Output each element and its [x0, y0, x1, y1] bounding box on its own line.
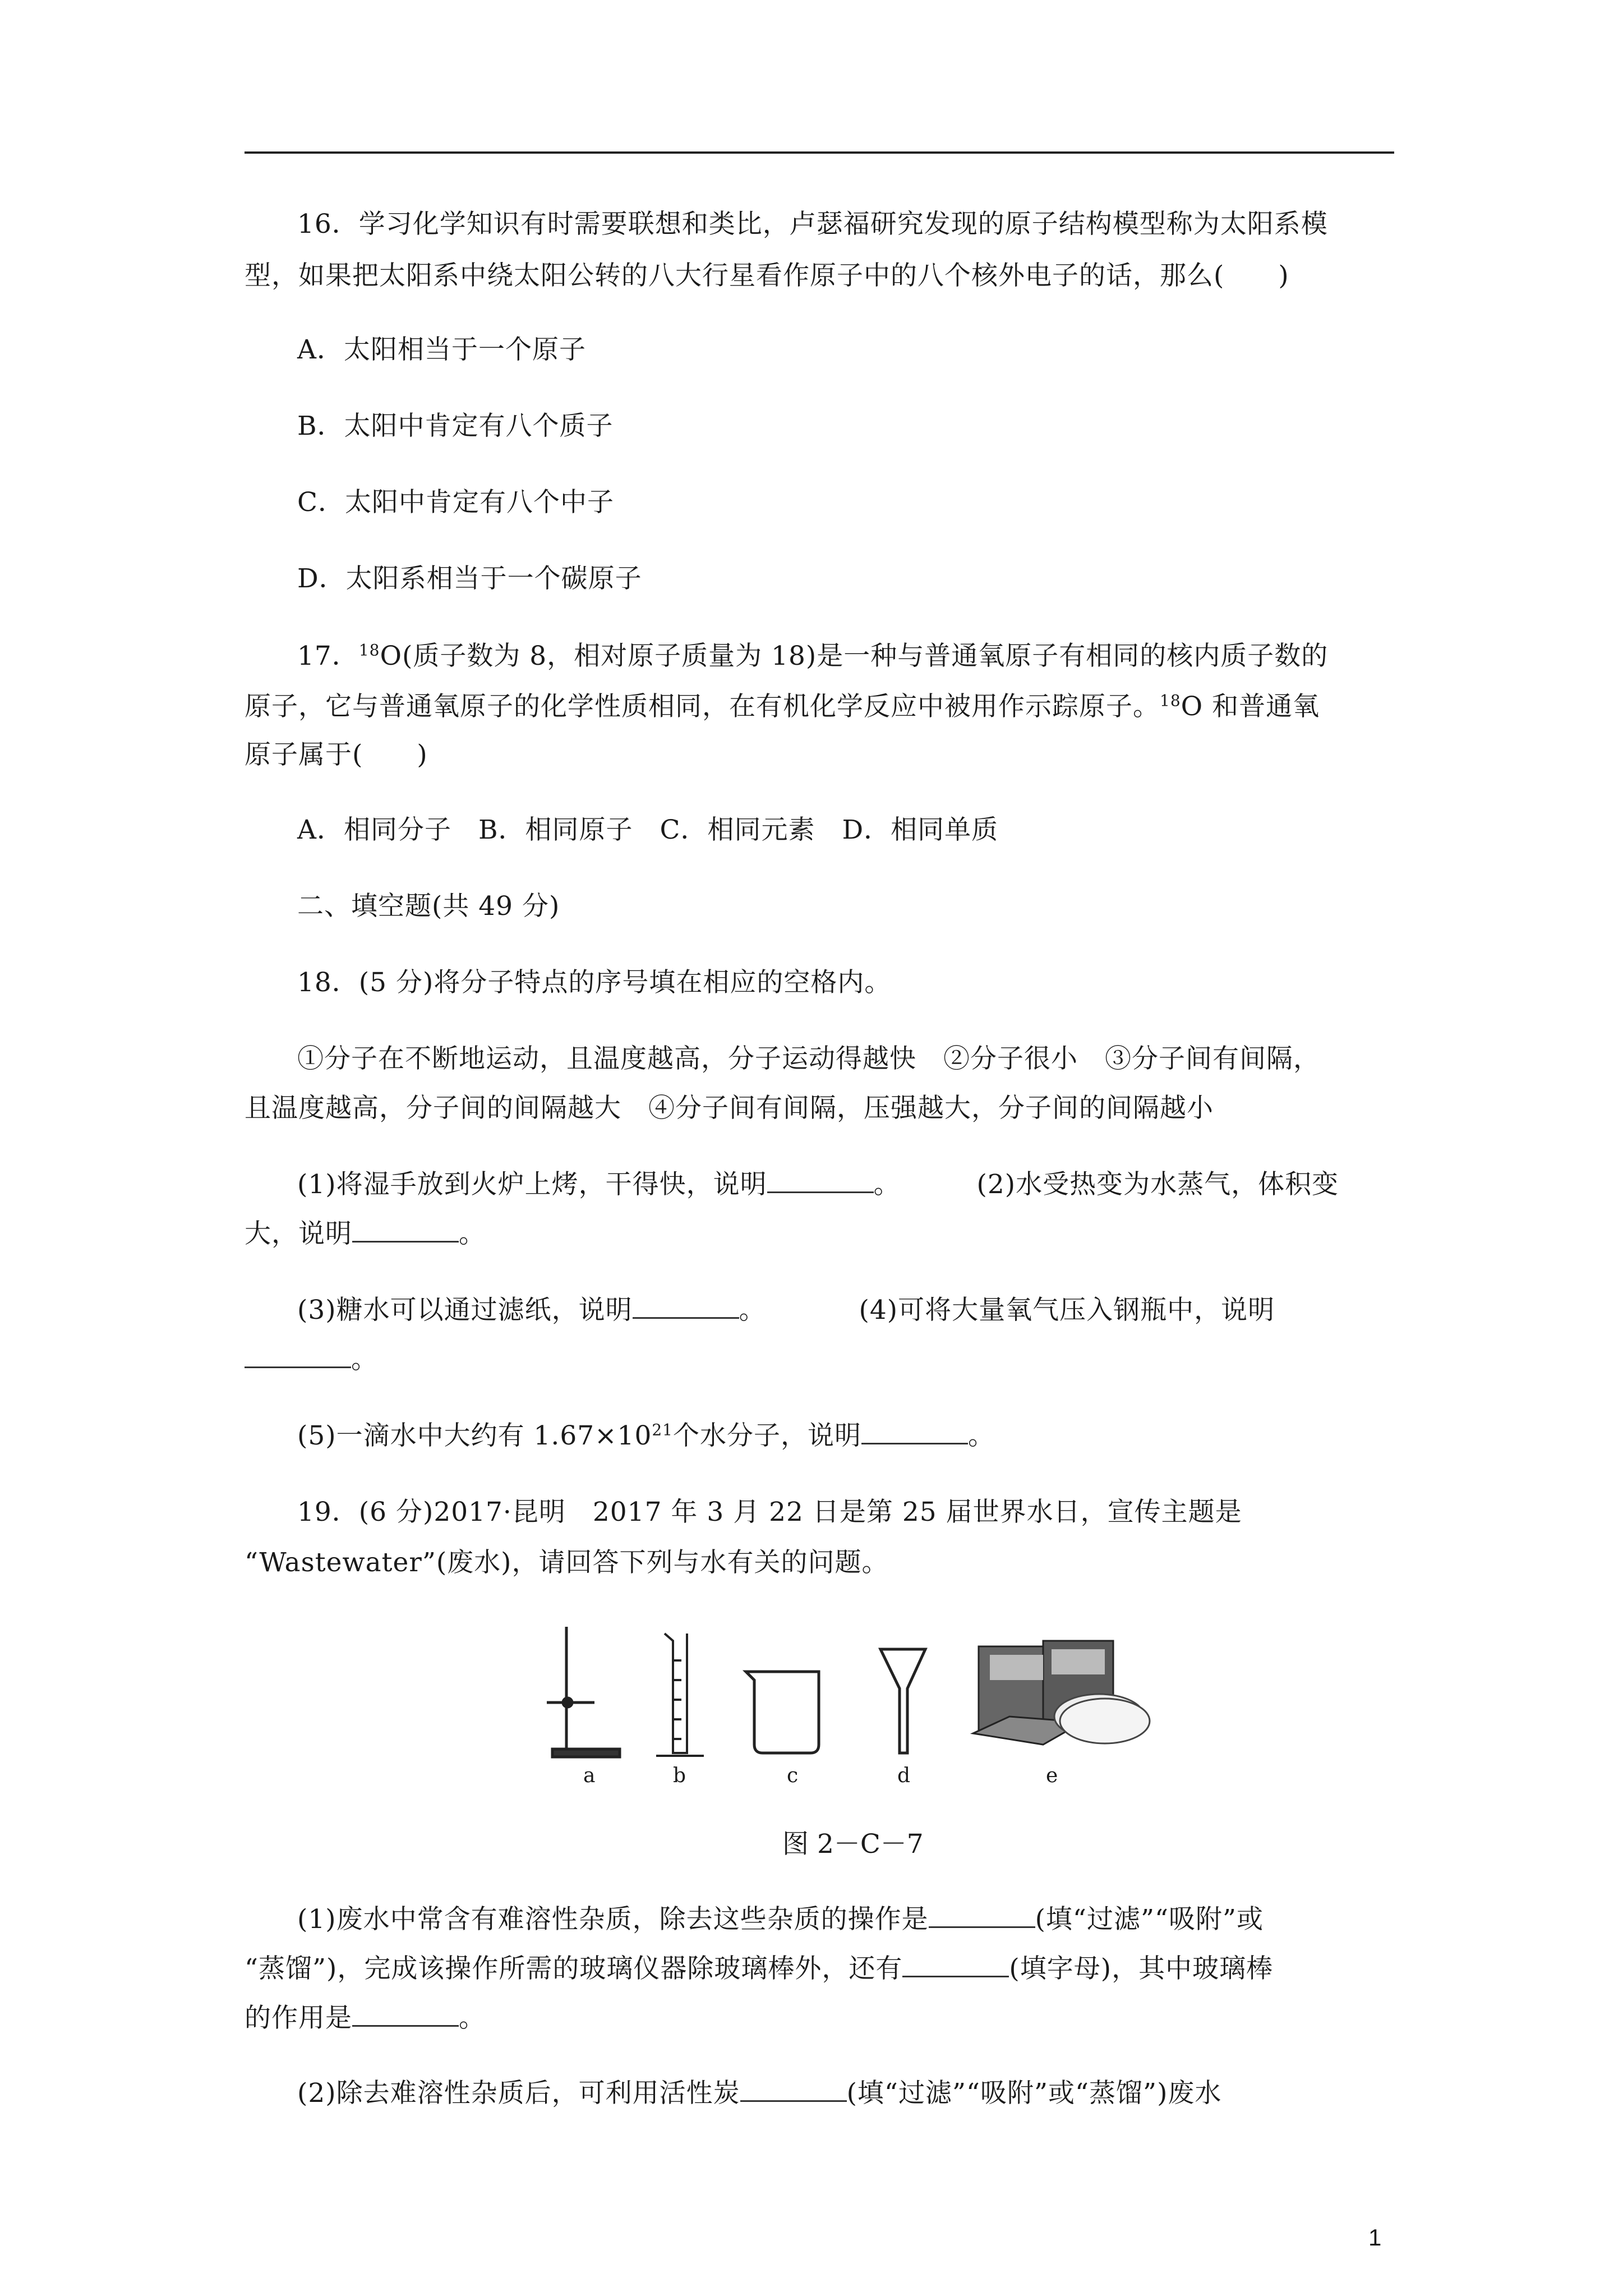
q19-part1-line2	[245, 1952, 1273, 1986]
q18-part1	[297, 1168, 1339, 1202]
answer-blank[interactable]	[767, 1169, 874, 1193]
q19-part1-line1	[297, 1903, 1264, 1936]
q18-stem: 18．(5 分)将分子特点的序号填在相应的空格内。	[297, 967, 892, 998]
q18-part2-end: 。	[459, 1218, 486, 1249]
answer-blank[interactable]	[352, 1218, 459, 1243]
q19-part1-hint-2: (填字母)，其中玻璃棒	[1009, 1953, 1274, 1984]
q16-option-d: D．太阳系相当于一个碳原子	[297, 563, 642, 594]
header-rule	[245, 151, 1394, 154]
q18-part1-text: (1)将湿手放到火炉上烤，干得快，说明	[297, 1169, 767, 1200]
figure-label-c: c	[787, 1764, 799, 1787]
answer-blank[interactable]	[740, 2078, 847, 2102]
q17-line1-text: O(质子数为 8，相对原子质量为 18)是一种与普通氧原子有相同的核内质子数的	[380, 641, 1329, 671]
q16-option-b: B．太阳中肯定有八个质子	[297, 411, 614, 441]
section-fill-in-heading: 二、填空题(共 49 分)	[297, 891, 560, 922]
figure-label-b: b	[673, 1764, 686, 1787]
q18-features-line1: ①分子在不断地运动，且温度越高，分子运动得越快 ②分子很小 ③分子间有间隔，	[297, 1043, 1320, 1074]
q18-part2-cont	[245, 1217, 486, 1251]
q17-line2-text: 原子，它与普通氧原子的化学性质相同，在有机化学反应中被用作示踪原子。	[245, 691, 1160, 722]
page-number: 1	[1368, 2224, 1382, 2251]
q17-isotope-sup: 18	[358, 641, 380, 660]
q18-part3	[297, 1294, 1275, 1327]
figure-label-a: a	[583, 1764, 596, 1787]
beaker-icon	[746, 1672, 819, 1753]
q19-part2-text: (2)除去难溶性杂质后，可利用活性炭	[297, 2078, 740, 2109]
q16-line2: 型，如果把太阳系中绕太阳公转的八大行星看作原子中的八个核外电子的话，那么( )	[245, 260, 1289, 291]
q16-line1: 16．学习化学知识有时需要联想和类比，卢瑟福研究发现的原子结构模型称为太阳系模	[297, 209, 1328, 240]
q19-part1-line3	[245, 2001, 486, 2035]
answer-blank[interactable]	[861, 1420, 968, 1444]
q17-options: A．相同分子 B．相同原子 C．相同元素 D．相同单质	[297, 815, 999, 845]
figure-label-d: d	[897, 1764, 911, 1787]
figure-label-e: e	[1046, 1764, 1058, 1787]
q17-line2-end: O 和普通氧	[1181, 691, 1320, 722]
funnel-icon	[880, 1649, 925, 1753]
q17-line1	[297, 639, 1328, 673]
q18-part3-text: (3)糖水可以通过滤纸，说明	[297, 1295, 633, 1326]
q19-part1-text: (1)废水中常含有难溶性杂质，除去这些杂质的操作是	[297, 1904, 929, 1935]
answer-blank[interactable]	[633, 1295, 739, 1319]
q18-part5-text-2: 个水分子，说明	[673, 1420, 861, 1451]
answer-blank[interactable]	[352, 2003, 459, 2027]
q18-part5-text: (5)一滴水中大约有 1.67×10	[297, 1420, 652, 1451]
q18-part3-end: 。	[739, 1295, 766, 1326]
q17-line3: 原子属于( )	[245, 739, 428, 770]
q18-part1-end: 。	[873, 1169, 901, 1200]
q18-part4-end: 。	[351, 1344, 378, 1375]
q19-part1-hint: (填“过滤”“吸附”或	[1035, 1904, 1264, 1935]
q19-stem-line2: “Wastewater”(废水)，请回答下列与水有关的问题。	[245, 1547, 889, 1578]
filter-paper-box-icon	[973, 1641, 1150, 1745]
q18-part5-exponent: 21	[652, 1420, 673, 1439]
q18-features-line2: 且温度越高，分子间的间隔越大 ④分子间有间隔，压强越大，分子间的间隔越小	[245, 1093, 1214, 1124]
q17-line2	[245, 690, 1320, 724]
q19-stem-line1: 19．(6 分)2017·昆明 2017 年 3 月 22 日是第 25 届世界水日，宣传主题是	[297, 1497, 1242, 1527]
q19-part2-hint: (填“过滤”“吸附”或“蒸馏”)废水	[846, 2078, 1222, 2109]
q18-part2-cont-text: 大，说明	[245, 1218, 352, 1249]
q19-part1-end: 。	[459, 2003, 486, 2033]
q18-part4-cont	[245, 1343, 378, 1377]
figure-caption: 图 2－C－7	[782, 1829, 924, 1860]
graduated-cylinder-icon	[656, 1634, 704, 1756]
answer-blank[interactable]	[245, 1344, 351, 1368]
q18-part4-text: (4)可将大量氧气压入钢瓶中，说明	[859, 1295, 1275, 1326]
iron-stand-icon	[547, 1627, 620, 1757]
q16-option-c: C．太阳中肯定有八个中子	[297, 487, 614, 518]
q19-part1-text-3: 的作用是	[245, 2003, 352, 2033]
answer-blank[interactable]	[902, 1953, 1009, 1977]
q18-part2-text: (2)水受热变为水蒸气，体积变	[976, 1169, 1339, 1200]
answer-blank[interactable]	[929, 1904, 1035, 1928]
q18-part5	[297, 1419, 995, 1453]
q18-part5-end: 。	[968, 1420, 995, 1451]
q17-isotope-sup-2: 18	[1160, 691, 1181, 710]
q16-option-a: A．太阳相当于一个原子	[297, 334, 586, 365]
q19-part2-line1	[297, 2077, 1221, 2110]
q17-number: 17．	[297, 641, 359, 671]
q19-part1-text-2: “蒸馏”)，完成该操作所需的玻璃仪器除玻璃棒外，还有	[245, 1953, 903, 1984]
